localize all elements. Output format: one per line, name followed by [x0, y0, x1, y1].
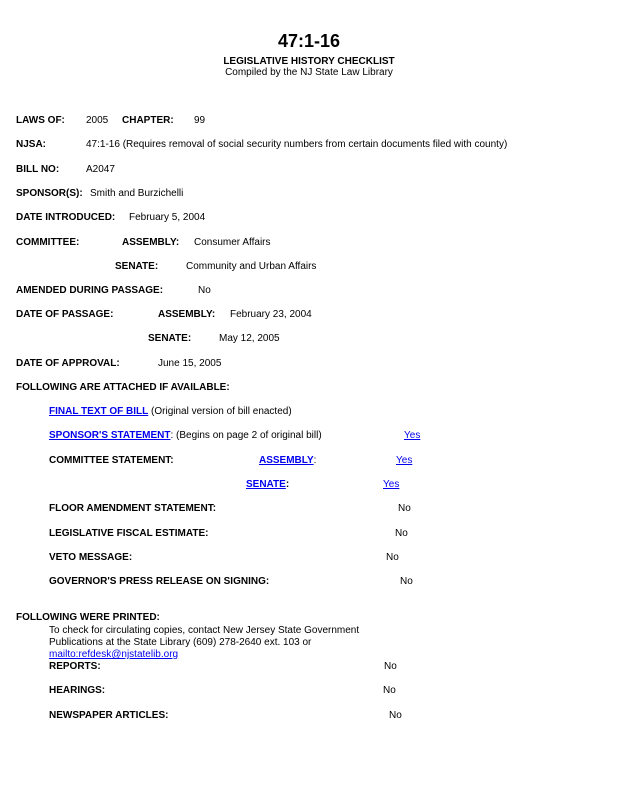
reports-label: REPORTS:: [49, 661, 101, 672]
passage-senate-label: SENATE:: [148, 333, 192, 344]
amended-label: AMENDED DURING PASSAGE:: [16, 285, 164, 296]
committee-senate-value: Community and Urban Affairs: [186, 261, 317, 272]
amended-value: No: [198, 285, 211, 296]
floor-amendment-value: No: [398, 503, 411, 514]
committee-assembly-link[interactable]: ASSEMBLY: [259, 455, 314, 466]
hearings-value: No: [383, 685, 396, 696]
checklist-subtitle: LEGISLATIVE HISTORY CHECKLIST: [223, 56, 395, 67]
sponsor-statement-row: [49, 430, 322, 442]
final-text-link[interactable]: FINAL TEXT OF BILL: [49, 406, 149, 417]
date-of-approval-value: June 15, 2005: [158, 358, 222, 369]
committee-senate-row: [246, 479, 289, 491]
newspaper-articles-label: NEWSPAPER ARTICLES:: [49, 710, 169, 721]
compiled-by: Compiled by the NJ State Law Library: [225, 67, 393, 78]
committee-assembly-colon: :: [313, 455, 317, 466]
chapter-label: CHAPTER:: [122, 115, 174, 126]
sponsors-value: Smith and Burzichelli: [90, 188, 184, 199]
printed-line-1: To check for circulating copies, contact New Jersey State Government: [49, 625, 360, 636]
committee-senate-label: SENATE:: [115, 261, 159, 272]
date-of-passage-label: DATE OF PASSAGE:: [16, 309, 114, 320]
passage-senate-value: May 12, 2005: [219, 333, 280, 344]
final-text-note: (Original version of bill enacted): [151, 406, 292, 417]
printed-heading: FOLLOWING WERE PRINTED:: [16, 612, 160, 623]
hearings-label: HEARINGS:: [49, 685, 106, 696]
passage-assembly-label: ASSEMBLY:: [158, 309, 216, 320]
committee-senate-colon: :: [285, 479, 290, 490]
laws-of-label: LAWS OF:: [16, 115, 65, 126]
reports-value: No: [384, 661, 397, 672]
sponsor-statement-note: : (Begins on page 2 of original bill): [170, 430, 322, 441]
fiscal-estimate-label: LEGISLATIVE FISCAL ESTIMATE:: [49, 528, 209, 539]
sponsor-statement-yes-link[interactable]: Yes: [404, 430, 421, 441]
attached-heading: FOLLOWING ARE ATTACHED IF AVAILABLE:: [16, 382, 230, 393]
date-introduced-label: DATE INTRODUCED:: [16, 212, 116, 223]
bill-no-label: BILL NO:: [16, 164, 60, 175]
newspaper-articles-value: No: [389, 710, 402, 721]
committee-statement-label: COMMITTEE STATEMENT:: [49, 455, 174, 466]
committee-senate-yes-link[interactable]: Yes: [383, 479, 400, 490]
press-release-label: GOVERNOR'S PRESS RELEASE ON SIGNING:: [49, 576, 270, 587]
floor-amendment-label: FLOOR AMENDMENT STATEMENT:: [49, 503, 217, 514]
bill-no-value: A2047: [86, 164, 115, 175]
chapter-value: 99: [194, 115, 206, 126]
committee-assembly-label: ASSEMBLY:: [122, 237, 180, 248]
veto-message-label: VETO MESSAGE:: [49, 552, 133, 563]
njsa-label: NJSA:: [16, 139, 47, 150]
committee-assembly-row: [259, 455, 316, 467]
fiscal-estimate-value: No: [395, 528, 408, 539]
laws-of-value: 2005: [86, 115, 109, 126]
final-text-row: [49, 406, 292, 418]
sponsor-statement-link[interactable]: SPONSOR'S STATEMENT: [49, 430, 171, 441]
committee-assembly-yes-link[interactable]: Yes: [396, 455, 413, 466]
sponsors-label: SPONSOR(S):: [16, 188, 83, 199]
committee-senate-link[interactable]: SENATE: [246, 479, 286, 490]
passage-assembly-value: February 23, 2004: [230, 309, 312, 320]
mail-refdesk-link[interactable]: mailto:refdesk@njstatelib.org: [49, 649, 179, 660]
press-release-value: No: [400, 576, 413, 587]
date-introduced-value: February 5, 2004: [129, 212, 206, 223]
njsa-value: 47:1-16 (Requires removal of social security numbers from certain documents filed with county): [86, 139, 508, 150]
page-title: 47:1-16: [277, 31, 341, 51]
committee-assembly-value: Consumer Affairs: [194, 237, 271, 248]
committee-label: COMMITTEE:: [16, 237, 80, 248]
date-of-approval-label: DATE OF APPROVAL:: [16, 358, 120, 369]
printed-line-2: Publications at the State Library (609) 278-2640 ext. 103 or: [49, 637, 312, 648]
veto-message-value: No: [386, 552, 399, 563]
